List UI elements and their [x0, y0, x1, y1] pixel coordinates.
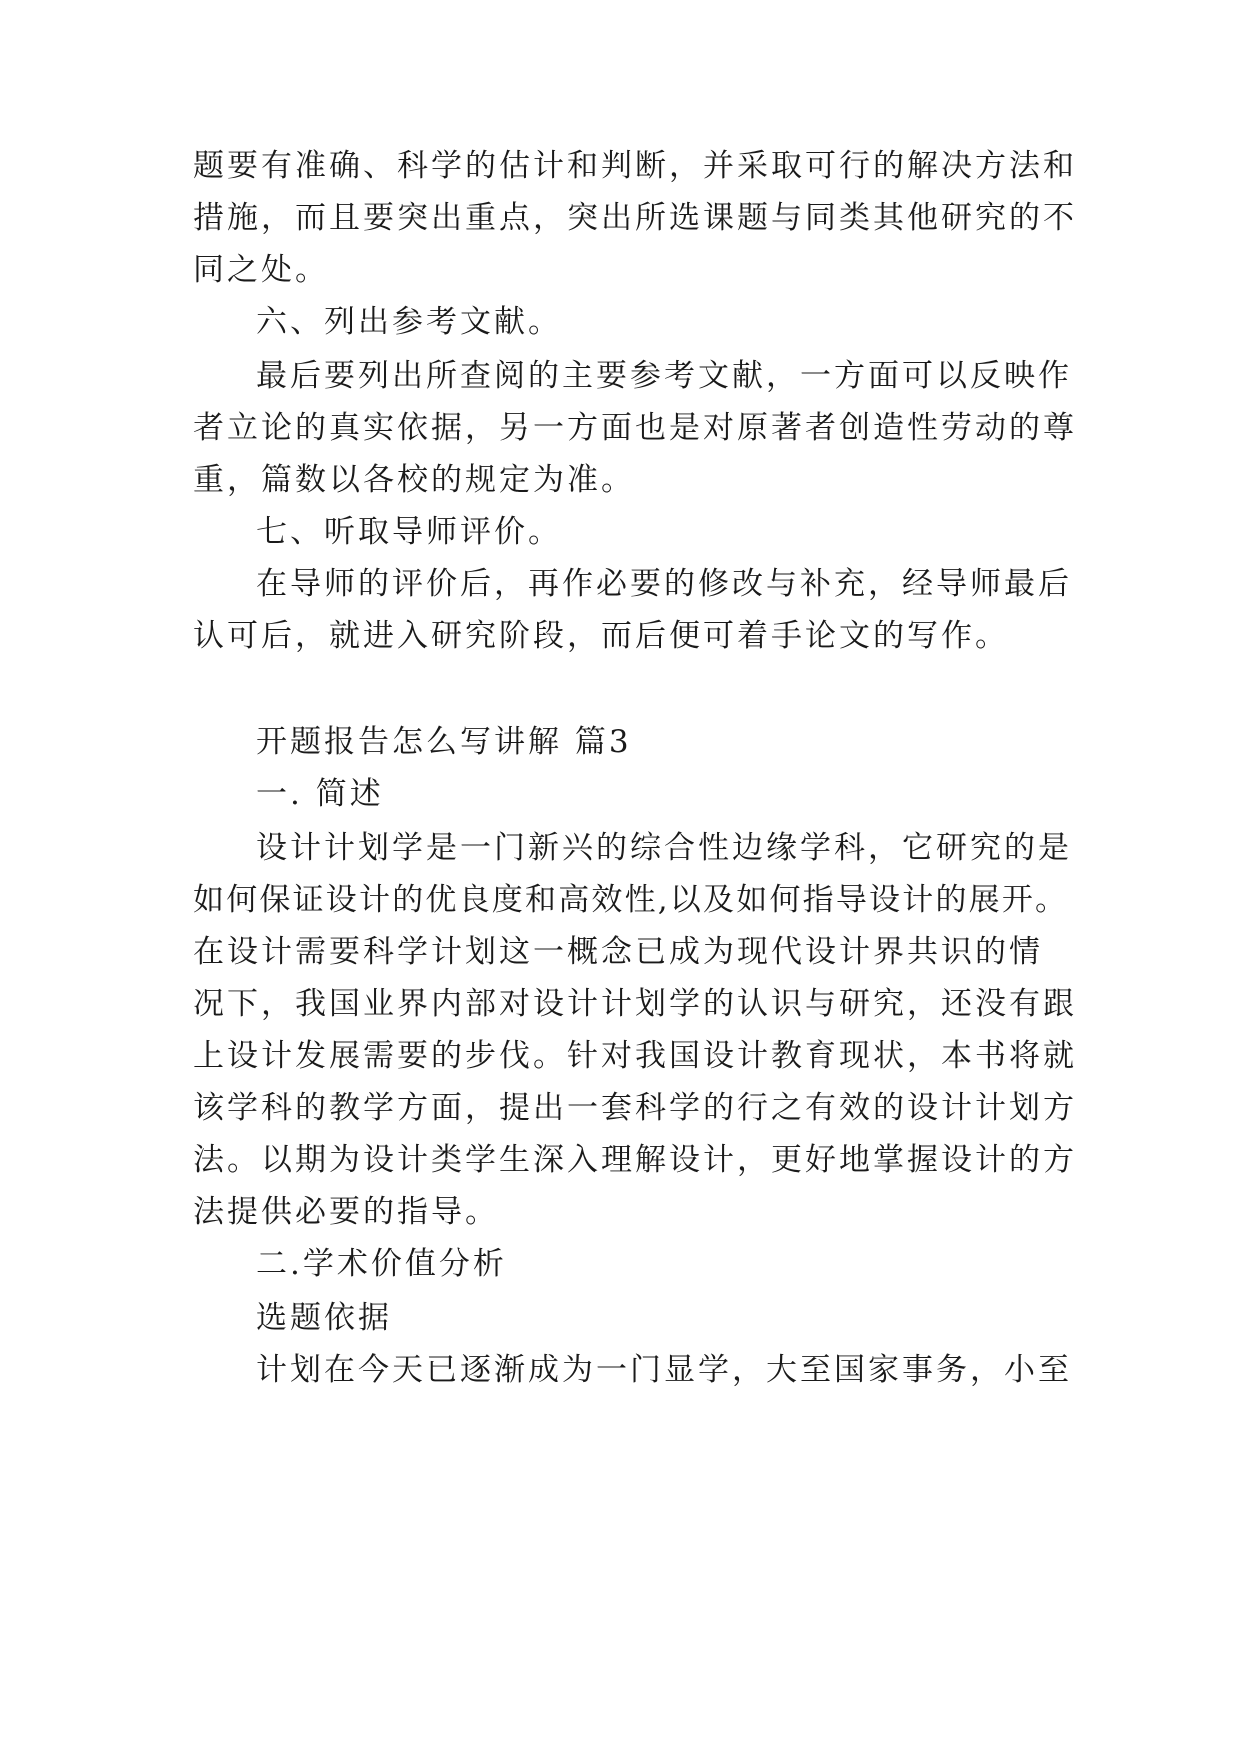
section-heading: 一. 简述	[256, 776, 384, 812]
paragraph-line: 法。以期为设计类学生深入理解设计，更好地掌握设计的方	[193, 1142, 1077, 1178]
paragraph-line: 措施，而且要突出重点，突出所选课题与同类其他研究的不	[193, 200, 1077, 236]
sub-heading: 选题依据	[256, 1300, 392, 1336]
paragraph-line: 认可后，就进入研究阶段，而后便可着手论文的写作。	[193, 618, 1009, 654]
paragraph-line: 同之处。	[193, 252, 329, 288]
paragraph-line: 该学科的教学方面，提出一套科学的行之有效的设计计划方	[193, 1090, 1077, 1126]
paragraph-line: 计划在今天已逐渐成为一门显学，大至国家事务，小至	[256, 1352, 1072, 1388]
section-heading: 六、列出参考文献。	[256, 304, 562, 340]
paragraph-line: 重，篇数以各校的规定为准。	[193, 462, 635, 498]
paragraph-line: 者立论的真实依据，另一方面也是对原著者创造性劳动的尊	[193, 410, 1077, 446]
paragraph-line: 设计计划学是一门新兴的综合性边缘学科，它研究的是	[256, 830, 1072, 866]
paragraph-line: 在导师的评价后，再作必要的修改与补充，经导师最后	[256, 566, 1072, 602]
paragraph-line: 题要有准确、科学的估计和判断，并采取可行的解决方法和	[193, 148, 1077, 184]
paragraph-line: 上设计发展需要的步伐。针对我国设计教育现状，本书将就	[193, 1038, 1077, 1074]
paragraph-line: 最后要列出所查阅的主要参考文献，一方面可以反映作	[256, 358, 1072, 394]
article-title: 开题报告怎么写讲解 篇3	[256, 724, 632, 760]
section-heading: 七、听取导师评价。	[256, 514, 562, 550]
section-heading: 二.学术价值分析	[256, 1246, 507, 1282]
paragraph-line: 在设计需要科学计划这一概念已成为现代设计界共识的情	[193, 934, 1043, 970]
paragraph-line: 况下，我国业界内部对设计计划学的认识与研究，还没有跟	[193, 986, 1077, 1022]
paragraph-line: 如何保证设计的优良度和高效性,以及如何指导设计的展开。	[193, 882, 1069, 918]
paragraph-line: 法提供必要的指导。	[193, 1194, 499, 1230]
